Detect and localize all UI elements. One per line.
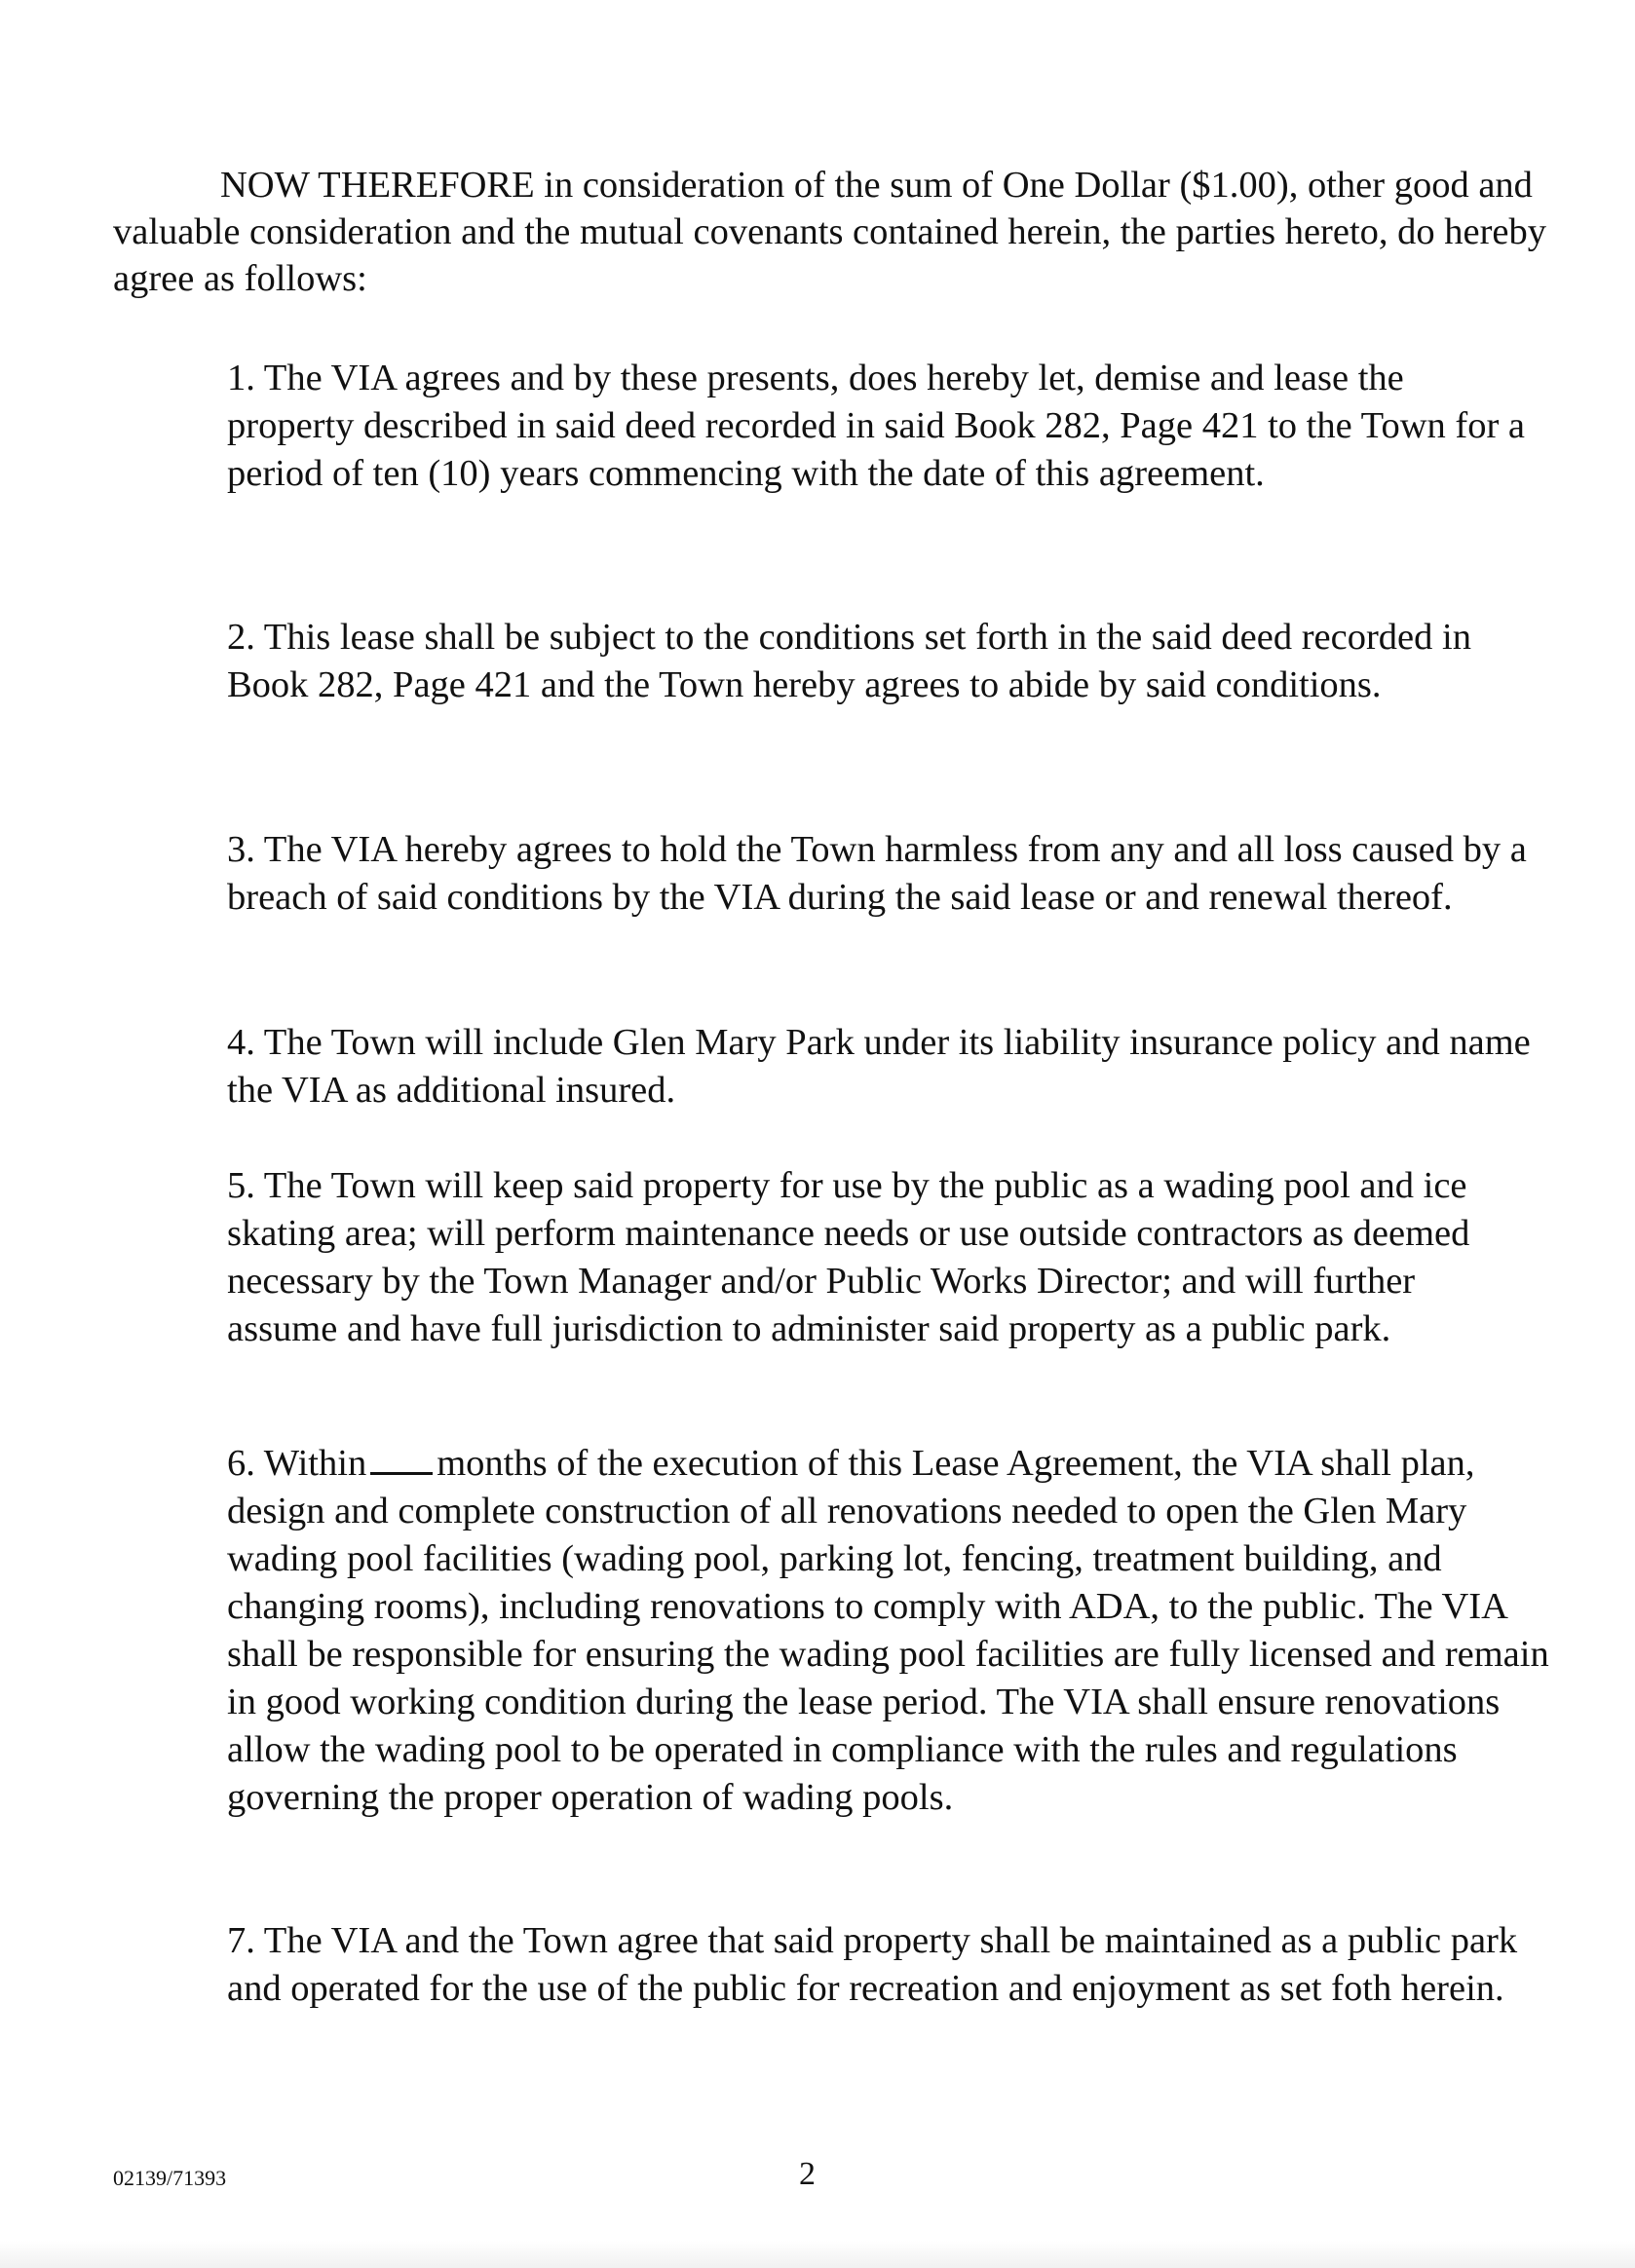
clause-5: 5. The Town will keep said property for use by the public as a wading pool and ice skating area; will perform maintenance needs or use outside contractors as deemed necessary by the Town Manager and/or Public Works Director; and will further assume and have full jurisdiction to administer said property as a public park.: [227, 1165, 1470, 1349]
clause-6-prefix: 6. Within: [227, 1443, 367, 1484]
clause-2: 2. This lease shall be subject to the conditions set forth in the said deed recorded in Book 282, Page 421 and the Town hereby agrees to abide by said conditions.: [227, 617, 1471, 705]
page-number: 2: [799, 2156, 816, 2192]
clause-4: 4. The Town will include Glen Mary Park under its liability insurance policy and name the VIA as additional insured.: [227, 1022, 1531, 1111]
clause-6-text: months of the execution of this Lease Agreement, the VIA shall plan, design and complete construction of all renovations needed to open the Glen Mary wading pool facilities (wading pool, parking lot, fencing, treatment building, and changing rooms), including renovations to comply with ADA, to the public. The VIA shall be responsible for ensuring the wading pool facilities are fully licensed and remain in good working condition during the lease period. The VIA shall ensure renovations allow the wading pool to be operated in compliance with the rules and regulations governing the proper operation of wading pools.: [227, 1443, 1549, 1818]
months-blank-line: [370, 1443, 433, 1475]
preamble-paragraph: NOW THEREFORE in consideration of the sum of One Dollar ($1.00), other good and valuable consideration and the mutual covenants contained herein, the parties hereto, do hereby agree as follows:: [113, 165, 1547, 299]
clause-7: 7. The VIA and the Town agree that said property shall be maintained as a public park and operated for the use of the public for recreation and enjoyment as set foth herein.: [227, 1920, 1518, 2009]
clause-6: [227, 1440, 1562, 1822]
page-bottom-edge: [0, 2241, 1635, 2268]
document-code: 02139/71393: [113, 2166, 227, 2190]
clause-1: 1. The VIA agrees and by these presents, does hereby let, demise and lease the property described in said deed recorded in said Book 282, Page 421 to the Town for a period of ten (10) years commencing with the date of this agreement.: [227, 358, 1525, 494]
clause-3: 3. The VIA hereby agrees to hold the Town harmless from any and all loss caused by a breach of said conditions by the VIA during the said lease or and renewal thereof.: [227, 829, 1527, 918]
